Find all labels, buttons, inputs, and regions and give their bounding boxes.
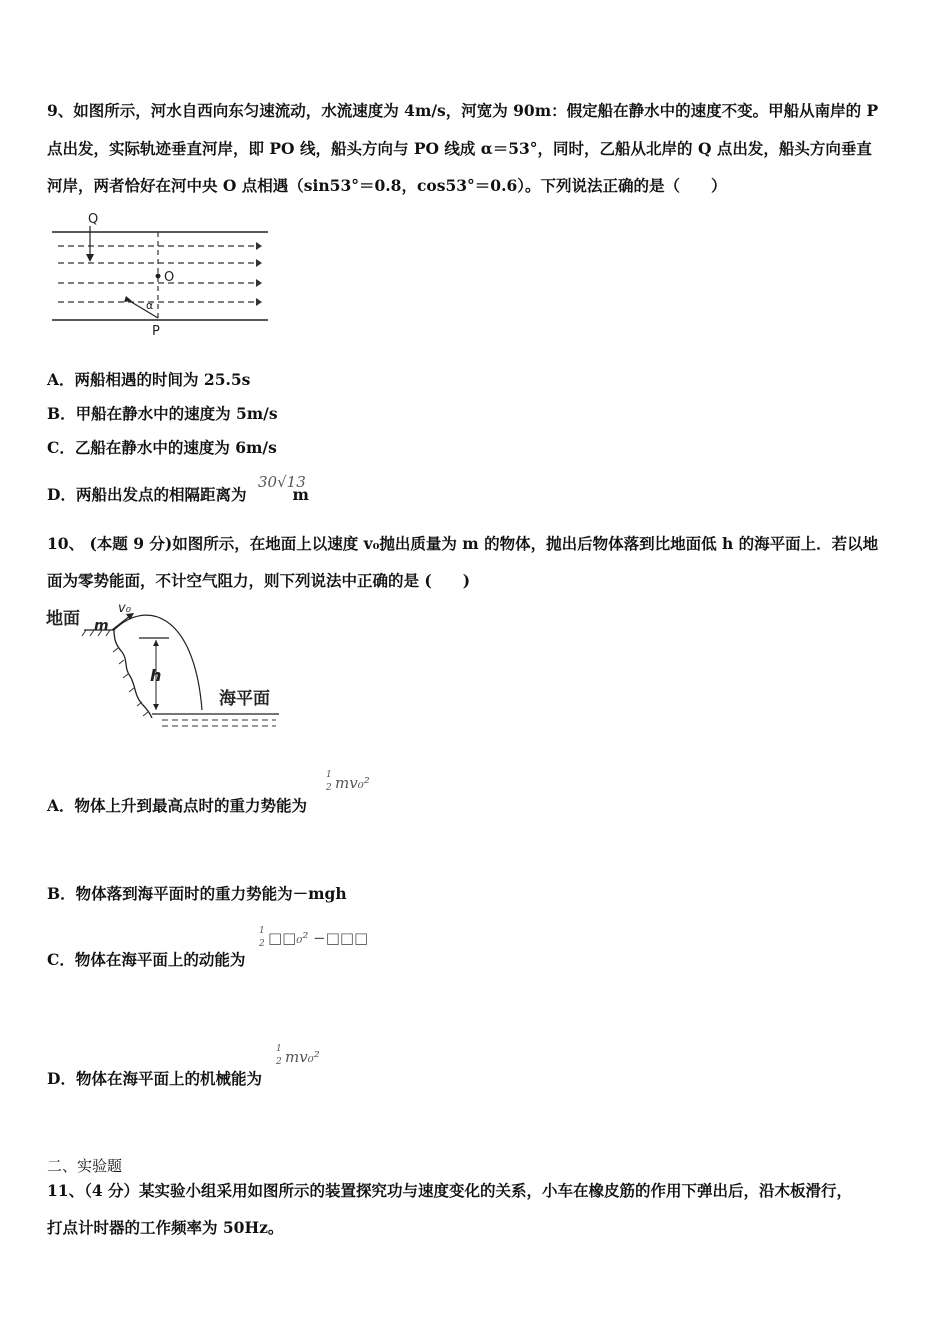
label-m: m — [94, 618, 109, 634]
velocity-vector — [112, 616, 130, 630]
q10-option-c-den: 2 — [259, 939, 265, 949]
q10-line-1: 10、 (本题 9 分)如图所示，在地面上以速度 v₀抛出质量为 m 的物体，抛出后物体落到比地面低 h 的海平面上．若以地 — [47, 534, 879, 553]
sea-dashes — [162, 720, 276, 726]
q9-option-b: B．甲船在静水中的速度为 5m/s — [47, 404, 278, 423]
q10-option-d: D．物体在海平面上的机械能为 — [47, 1069, 262, 1088]
boat-p-heading — [128, 300, 158, 318]
q10-projectile-figure — [44, 600, 289, 740]
label-v0: v₀ — [118, 601, 131, 616]
label-q: Q — [88, 212, 99, 227]
q9-option-d-unit: m — [292, 485, 309, 504]
q9-line-1: 9、如图所示，河水自西向东匀速流动，水流速度为 4m/s，河宽为 90m：假定船在静水中的速度不变。甲船从南岸的 P — [47, 101, 879, 120]
q10-option-a-formula: mv₀² — [335, 774, 370, 792]
arrow-down-icon — [86, 254, 94, 262]
cliff-edge — [84, 630, 152, 718]
q10-option-b: B．物体落到海平面时的重力势能为－mgh — [47, 884, 347, 903]
q10-option-a: A．物体上升到最高点时的重力势能为 — [47, 796, 308, 815]
section-title: 二、实验题 — [47, 1157, 123, 1175]
arrow-up-left-icon — [124, 296, 132, 302]
label-p: P — [152, 324, 160, 339]
q10-option-c: C．物体在海平面上的动能为 — [47, 950, 246, 969]
q10-option-a-den: 2 — [326, 783, 332, 793]
label-sea: 海平面 — [219, 689, 270, 709]
q9-line-3: 河岸，两者恰好在河中央 O 点相遇（sin53°＝0.8，cos53°＝0.6）。下列说法正确的是（ ） — [47, 176, 727, 195]
q11-line-1: 11、（4 分）某实验小组采用如图所示的装置探究功与速度变化的关系，小车在橡皮筋的作用下弹出后，沿木板滑行， — [47, 1181, 853, 1200]
arrow-down-icon — [153, 704, 159, 710]
point-o — [156, 274, 161, 279]
arrow-up-icon — [153, 640, 159, 646]
trajectory — [114, 615, 202, 710]
q9-river-figure — [48, 210, 273, 340]
q10-option-c-formula: □□₀² −□□□ — [268, 929, 369, 947]
q10-option-a-num: 1 — [326, 770, 332, 780]
label-alpha: α — [146, 299, 154, 312]
q9-option-d-prefix: D．两船出发点的相隔距离为 — [47, 485, 247, 504]
q10-line-2: 面为零势能面，不计空气阻力，则下列说法中正确的是 ( ) — [47, 571, 471, 590]
q11-line-2: 打点计时器的工作频率为 50Hz。 — [47, 1218, 284, 1237]
cliff-hatching — [82, 630, 148, 716]
current-arrowheads — [256, 242, 262, 306]
q9-option-a: A．两船相遇的时间为 25.5s — [47, 370, 251, 389]
q10-option-c-num: 1 — [259, 926, 265, 936]
label-o: O — [164, 270, 175, 285]
q9-option-d-formula: 30√13 — [258, 473, 306, 491]
label-ground: 地面 — [46, 609, 80, 629]
q10-option-d-num: 1 — [276, 1044, 282, 1054]
q9-line-2: 点出发，实际轨迹垂直河岸，即 PO 线，船头方向与 PO 线成 α＝53°，同时，乙船从北岸的 Q 点出发，船头方向垂直 — [47, 139, 872, 158]
q9-option-c: C．乙船在静水中的速度为 6m/s — [47, 438, 277, 457]
q10-option-d-formula: mv₀² — [285, 1048, 320, 1066]
q10-option-d-den: 2 — [276, 1057, 282, 1067]
label-h: h — [150, 666, 162, 685]
